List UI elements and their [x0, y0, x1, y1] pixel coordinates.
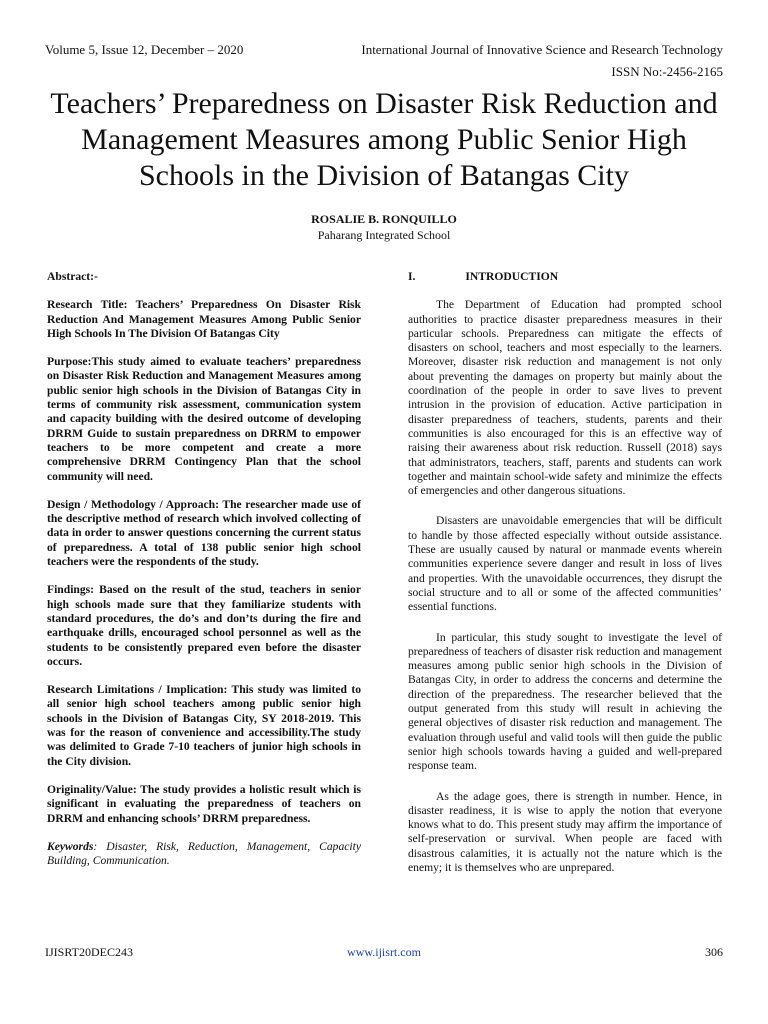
- abstract-column: [47, 270, 361, 882]
- abstract-purpose: Purpose:This study aimed to evaluate teachers’ preparedness on Disaster Risk Reduction and Management Measures among public senior high schools in the Division of Batangas City in terms of community risk assessment, communication system and capacity building with the desired outcome of developing DRRM Guide to sustain preparedness on DRRM to empower teachers to be more competent and create a more comprehensive DRRM Contingency Plan that the school community will need.: [47, 355, 361, 483]
- section-title: INTRODUCTION: [465, 270, 559, 283]
- abstract-originality: Originality/Value: The study provides a holistic result which is significant in evaluating the preparedness of teachers on DRRM and enhancing schools’ DRRM preparedness.: [47, 782, 361, 825]
- keywords-text: : Disaster, Risk, Reduction, Management, Capacity Building, Communication.: [47, 839, 361, 868]
- abstract-keywords: [47, 840, 361, 869]
- section-heading: [408, 270, 722, 284]
- paper-id: IJISRT20DEC243: [45, 945, 133, 959]
- abstract-design: Design / Methodology / Approach: The researcher made use of the descriptive method of research which involved collecting of data in order to answer questions concerning the current status of preparedness. A total of 138 public senior high school teachers were the respondents of the study.: [47, 497, 361, 569]
- introduction-column: [408, 270, 722, 891]
- volume-info: Volume 5, Issue 12, December – 2020: [45, 42, 244, 57]
- intro-paragraph: Disasters are unavoidable emergencies that will be difficult to handle by those affected especially without outside assistance. These are usually caused by natural or manmade events wherein communities experience severe danger and result in loss of lives and properties. With the unavoidable occurrences, they disrupt the social structure and to all or some of the affected communities’ essential functions.: [408, 514, 722, 614]
- intro-paragraph: The Department of Education had prompted school authorities to practice disaster preparedness measures in their particular schools. Preparedness can mitigate the effects of disasters on school, teachers and most especially to the learners. Moreover, disaster risk reduction and management is not only about preventing the damages on property but mainly about the coordination of the people in order to save lives to prevent intrusion in the provision of education. Active participation in disaster preparedness of teachers, students, parents and their communities is also encouraged for this is an effective way of raising their awareness about risk reduction. Russell (2018) says that administrators, teachers, staff, parents and students can work together and maintain school-wide safety and minimize the effects of emergencies and other dangerous situations.: [408, 298, 722, 498]
- issn: ISSN No:-2456-2165: [611, 64, 723, 79]
- author-name: ROSALIE B. RONQUILLO: [311, 212, 457, 226]
- abstract-heading: Abstract:-: [47, 270, 98, 283]
- journal-name: International Journal of Innovative Science and Research Technology: [361, 42, 723, 57]
- intro-paragraph: As the adage goes, there is strength in number. Hence, in disaster readiness, it is wise to apply the notion that everyone knows what to do. This present study may affirm the importance of self-preservation or survival. When people are faced with disastrous calamities, it is actually not the nature which is the enemy; it is themselves who are unprepared.: [408, 789, 722, 874]
- keywords-label: Keywords: [47, 839, 94, 853]
- abstract-research-title: Research Title: Teachers’ Preparedness On Disaster Risk Reduction And Management Measures Among Public Senior High Schools In The Division Of Batangas City: [47, 298, 361, 340]
- page-number: 306: [705, 945, 723, 959]
- website-link[interactable]: www.ijisrt.com: [347, 945, 421, 959]
- paper-title: Teachers’ Preparedness on Disaster Risk Reduction and Management Measures among Public Senior High Schools in the Division of Batangas City: [50, 87, 718, 192]
- section-number: I.: [408, 270, 416, 283]
- intro-paragraph: In particular, this study sought to investigate the level of preparedness of teachers of disaster risk reduction and management measures among public senior high schools in the Division of Batangas City, in order to address the concerns and determine the direction of the preparedness. The researcher believed that the output generated from this study will result in achieving the general objectives of disaster risk reduction and management. The evaluation through useful and valid tools will then guide the public senior high schools towards having a guided and well-prepared response team.: [408, 630, 722, 773]
- abstract-limitations: Research Limitations / Implication: This study was limited to all senior high school teachers among public senior high schools in the Division of Batangas City, SY 2018-2019. This was for the reason of convenience and accessibility.The study was delimited to Grade 7-10 teachers of junior high schools in the City division.: [47, 683, 361, 768]
- author-affiliation: Paharang Integrated School: [317, 228, 451, 242]
- abstract-findings: Findings: Based on the result of the stud, teachers in senior high schools made sure that they familiarize students with standard procedures, the do’s and don’ts during the fire and earthquake drills, encouraged school personnel as well as the students to be consistently prepared even before the disaster occurs.: [47, 583, 361, 668]
